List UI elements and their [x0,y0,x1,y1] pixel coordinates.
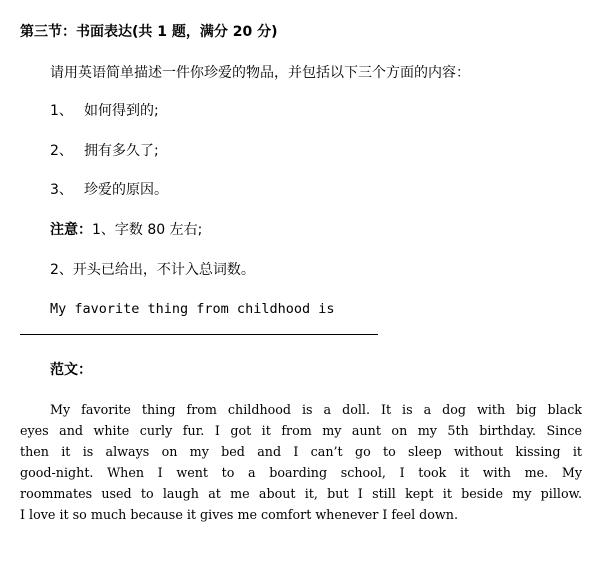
note-line [50,221,202,239]
essay-line: good-night. When I went to a boarding school, I took it with me. My [20,465,582,480]
essay-line: roommates used to laugh at me about it, but I still kept it beside my pillow. [20,486,582,501]
task-instruction: 请用英语简单描述一件你珍爱的物品，并包括以下三个方面的内容： [50,65,470,81]
answer-line-divider [20,334,378,335]
requirement-item [50,142,159,160]
section-title: 第三节：书面表达(共 1 题，满分 20 分) [20,24,278,40]
essay-line: I love it so much because it gives me comfort whenever I feel down. [20,507,458,522]
model-essay [20,399,582,525]
requirement-number: 3、 [50,182,73,198]
requirement-text: 拥有多久了; [84,143,159,159]
essay-line: then it is always on my bed and I can’t go to sleep without kissing it [20,444,582,459]
requirement-item [50,102,159,120]
note-label: 注意： [50,222,92,238]
note-word-count: 1、字数 80 左右; [92,222,203,238]
requirement-text: 如何得到的; [84,103,159,119]
essay-starter: My favorite thing from childhood is [50,301,335,317]
requirement-text: 珍爱的原因。 [84,182,168,198]
requirement-item [50,181,168,199]
model-essay-label: 范文： [50,362,92,378]
note-opening-given: 2、开头已给出，不计入总词数。 [50,262,255,278]
essay-line: My favorite thing from childhood is a doll. It is a dog with big black [50,402,582,417]
requirement-number: 2、 [50,143,73,159]
requirement-number: 1、 [50,103,73,119]
essay-line: eyes and white curly fur. I got it from my aunt on my 5th birthday. Since [20,423,582,438]
